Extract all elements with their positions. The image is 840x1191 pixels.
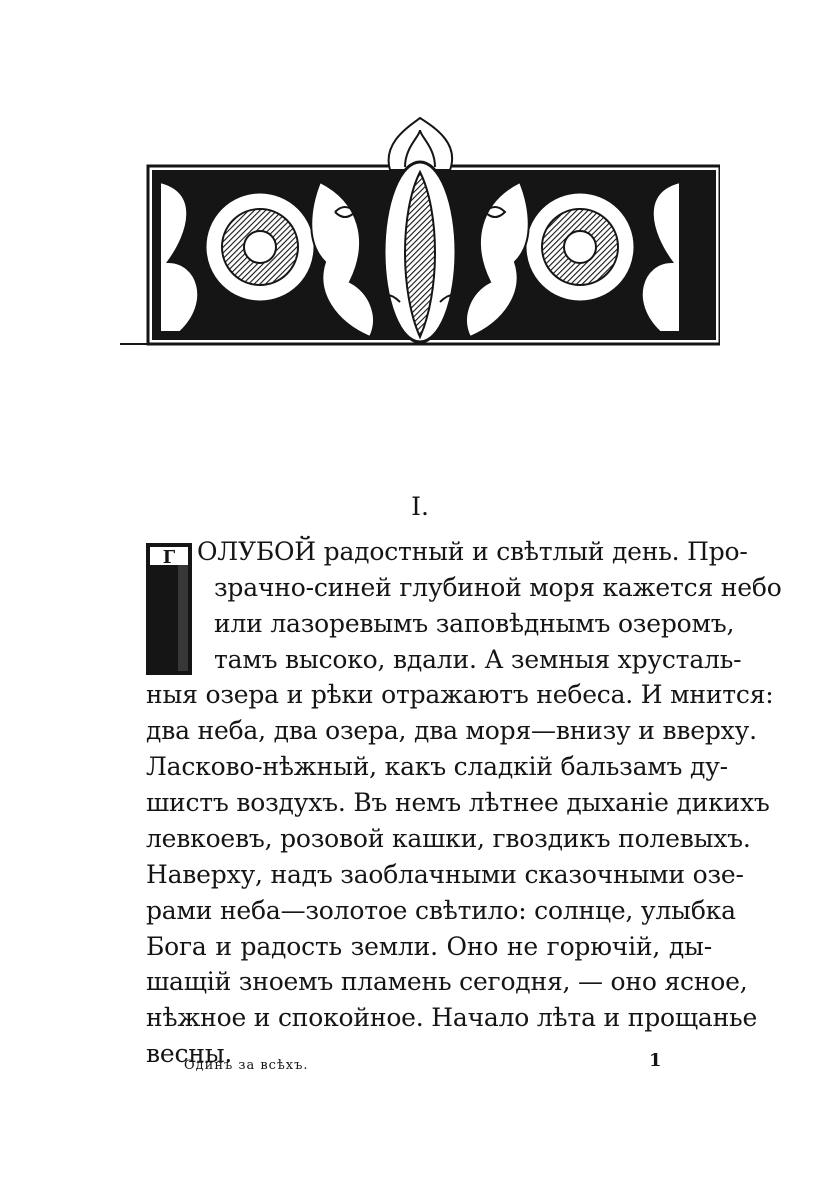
text-line-7: Ласково-нѣжный, какъ сладкій бальзамъ ду-: [146, 752, 728, 781]
text-line-9: левкоевъ, розовой кашки, гвоздикъ полевыхъ.: [146, 824, 751, 853]
text-line-1: ОЛУБОЙ радостный и свѣтлый день. Про-: [197, 537, 748, 566]
floral-headpiece-ornament: [120, 112, 720, 362]
text-line-11: рами неба—золотое свѣтило: солнце, улыбка: [146, 896, 736, 925]
signature-mark: 1: [649, 1050, 662, 1071]
text-line-2: зрачно-синей глубиной моря кажется небо: [214, 573, 782, 602]
text-line-10: Наверху, надъ заоблачными сказочными озе-: [146, 860, 744, 889]
text-line-5: ныя озера и рѣки отражаютъ небеса. И мнится:: [146, 680, 774, 709]
text-line-6: два неба, два озера, два моря—внизу и вверху.: [146, 716, 757, 745]
text-line-12: Бога и радость земли. Оно не горючій, ды-: [146, 932, 712, 961]
text-line-3: или лазоревымъ заповѣднымъ озеромъ,: [214, 609, 735, 638]
text-line-13: шащій зноемъ пламень сегодня, — оно ясное,: [146, 967, 748, 996]
text-line-15: весны.: [146, 1039, 233, 1068]
text-line-14: нѣжное и спокойное. Начало лѣта и прощанье: [146, 1003, 758, 1032]
svg-text:Г: Г: [162, 547, 176, 568]
footer-book-title: Одинъ за всѣхъ.: [184, 1058, 309, 1073]
drop-cap-letter: [146, 543, 192, 675]
chapter-number: I.: [411, 492, 429, 521]
text-line-8: шистъ воздухъ. Въ немъ лѣтнее дыханіе дикихъ: [146, 788, 770, 817]
text-line-4: тамъ высоко, вдали. А земныя хрусталь-: [214, 645, 742, 674]
